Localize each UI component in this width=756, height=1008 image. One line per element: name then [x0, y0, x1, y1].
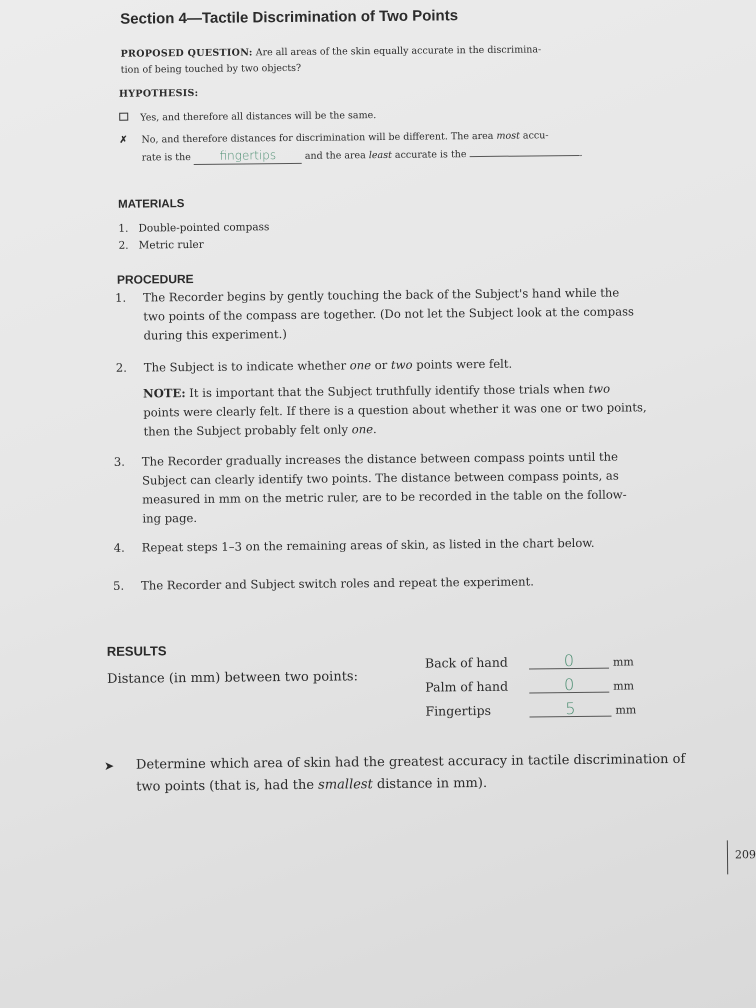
most-accurate-field[interactable]: fingertips — [194, 147, 302, 165]
back-of-hand-field[interactable]: 0 — [529, 654, 609, 670]
hypothesis-heading: HYPOTHESIS: — [118, 87, 199, 100]
palm-of-hand-field[interactable]: 0 — [529, 678, 609, 694]
arrow-bullet-icon: ➤ — [103, 758, 115, 773]
procedure-step-3: 3. The Recorder gradually increases the distance between compass points until the Subject can clearly identify two points. The distance between compass points, as measured in mm on the metric ruler, are to be recorded in the table on the follow- ing page. — [113, 449, 627, 526]
hypothesis-option-no[interactable]: ✗ No, and therefore distances for discrimination will be different. The area most accu- rate is the fingertips and the area least accurate is the . — [119, 130, 583, 164]
procedure-note: NOTE: It is important that the Subject truthfully identify those trials when two points were clearly felt. If there is a question about whether it was one or two points, then the Subject probably felt only one. — [143, 381, 647, 439]
results-row: Fingertips 5 mm — [425, 699, 637, 719]
checkbox-yes[interactable] — [119, 113, 128, 121]
procedure-step-4: 4. Repeat steps 1–3 on the remaining areas of skin, as listed in the chart below. — [113, 535, 595, 555]
results-row: Palm of hand 0 mm — [425, 675, 635, 695]
procedure-step-1: 1. The Recorder begins by gently touching the back of the Subject's hand while the two points of the compass are together. (Do not let the Subject look at the compass during this experiment.) — [115, 285, 635, 343]
page-number: 209 — [734, 848, 756, 862]
distance-label: Distance (in mm) between two points: — [107, 669, 359, 687]
proposed-question: PROPOSED QUESTION: Are all areas of the skin equally accurate in the discrimina- tion of being touched by two objects? — [120, 44, 542, 76]
least-accurate-field[interactable] — [470, 155, 580, 157]
materials-heading: MATERIALS — [118, 198, 185, 211]
analysis-question: Determine which area of skin had the greatest accuracy in tactile discrimination of two points (that is, had the smallest distance in mm). — [135, 751, 686, 795]
results-row: Back of hand 0 mm — [424, 651, 634, 671]
procedure-step-5: 5. The Recorder and Subject switch roles and repeat the experiment. — [113, 574, 534, 593]
hypothesis-option-yes[interactable]: Yes, and therefore all distances will be the same. — [119, 108, 376, 127]
section-title: Section 4—Tactile Discrimination of Two Points — [120, 7, 459, 28]
procedure-step-2: 2. The Subject is to indicate whether one or two points were felt. — [115, 356, 513, 375]
checkbox-no-checked[interactable]: ✗ — [119, 134, 128, 146]
materials-list — [118, 219, 269, 255]
results-heading: RESULTS — [106, 643, 167, 659]
materials-item: 2. Metric ruler — [118, 238, 204, 252]
procedure-heading: PROCEDURE — [116, 271, 194, 287]
page-number-rule — [727, 840, 728, 874]
materials-item: 1. Double-pointed compass — [118, 221, 270, 235]
fingertips-field[interactable]: 5 — [529, 702, 611, 718]
